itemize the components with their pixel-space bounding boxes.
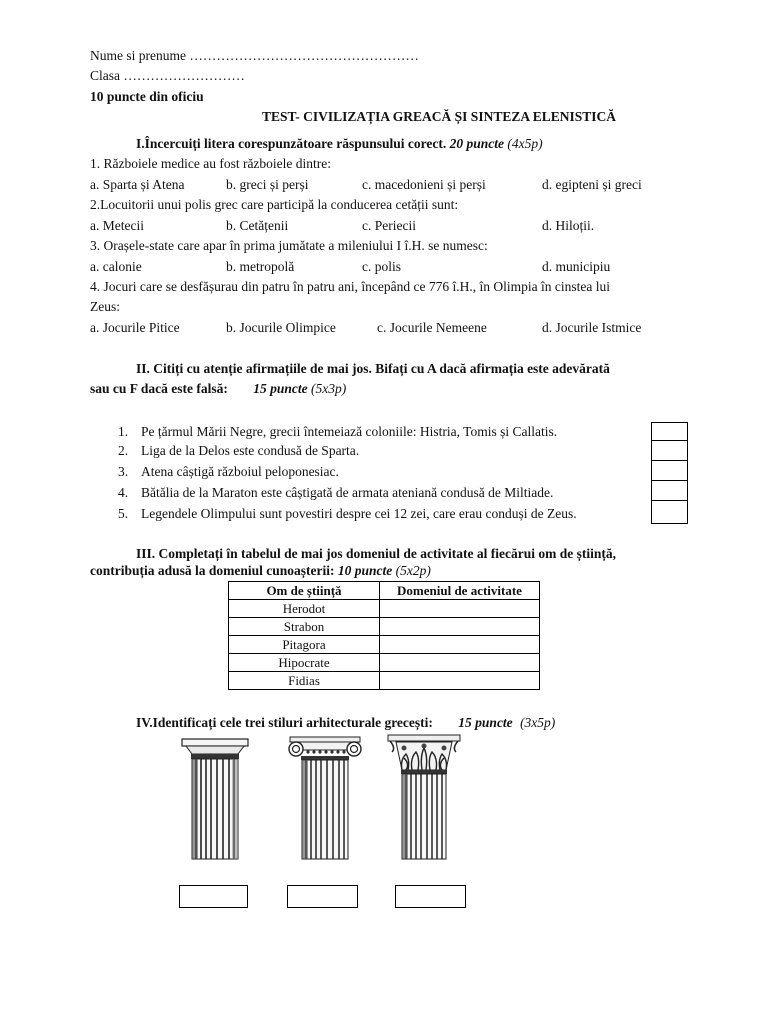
domain-cell[interactable]	[380, 636, 540, 654]
answer-box-2[interactable]	[651, 440, 688, 461]
class-line: Clasa ………………………	[90, 68, 245, 83]
statement-1-num: 1.	[118, 424, 129, 439]
doric-column-image	[180, 738, 250, 860]
domain-cell[interactable]	[380, 600, 540, 618]
q1-option-d: d. egipteni și greci	[542, 177, 642, 192]
section2-title-line1: II. Citiți cu atenție afirmațiile de mai jos. Bifați cu A dacă afirmația este adevărată	[136, 361, 610, 376]
answer-box-1[interactable]	[651, 422, 688, 441]
statement-2: Liga de la Delos este condusă de Sparta.	[141, 443, 360, 458]
header-scientist: Om de știință	[229, 582, 380, 600]
student-name-line: Nume si prenume ……………………………………………	[90, 48, 419, 63]
section2-title-line2: sau cu F dacă este falsă: 15 puncte (5x3p)	[90, 381, 347, 396]
q1-option-b: b. greci și perși	[226, 177, 309, 192]
question-4-continued: Zeus:	[90, 299, 120, 314]
question-1: 1. Războiele medice au fost războiele dintre:	[90, 156, 332, 171]
office-points: 10 puncte din oficiu	[90, 89, 204, 104]
scientist-name: Pitagora	[229, 636, 380, 654]
statement-3-num: 3.	[118, 464, 129, 479]
domain-cell[interactable]	[380, 672, 540, 690]
ionic-column-image	[286, 736, 364, 860]
statement-4-num: 4.	[118, 485, 129, 500]
statement-5-num: 5.	[118, 506, 129, 521]
q4-option-c: c. Jocurile Nemeene	[377, 320, 487, 335]
q4-option-d: d. Jocurile Istmice	[542, 320, 642, 335]
answer-box-5[interactable]	[651, 500, 688, 524]
q2-option-b: b. Cetățenii	[226, 218, 289, 233]
ionic-label-box[interactable]	[287, 885, 358, 908]
corinthian-column-image	[384, 734, 464, 860]
domain-cell[interactable]	[380, 618, 540, 636]
q2-option-a: a. Metecii	[90, 218, 144, 233]
section3-title-line2: contribuția adusă la domeniul cunoașterii: 10 puncte (5x2p)	[90, 563, 431, 578]
q2-option-d: d. Hiloții.	[542, 218, 595, 233]
statement-4: Bătălia de la Maraton este câștigată de armata ateniană condusă de Miltiade.	[141, 485, 554, 500]
scientist-name: Strabon	[229, 618, 380, 636]
scientists-table	[228, 581, 540, 690]
table-row	[229, 654, 540, 672]
scientist-name: Fidias	[229, 672, 380, 690]
table-header-row	[229, 582, 540, 600]
statement-1: Pe țărmul Mării Negre, grecii întemeiază coloniile: Histria, Tomis și Callatis.	[141, 424, 558, 439]
domain-cell[interactable]	[380, 654, 540, 672]
q3-option-b: b. metropolă	[226, 259, 295, 274]
section4-title: IV.Identificați cele trei stiluri arhitecturale grecești: 15 puncte (3x5p)	[136, 715, 556, 730]
q4-option-b: b. Jocurile Olimpice	[226, 320, 336, 335]
section1-title: I.Încercuiți litera corespunzătoare răspunsului corect. 20 puncte (4x5p)	[136, 136, 543, 151]
test-title: TEST- CIVILIZAȚIA GREACĂ ȘI SINTEZA ELENISTICĂ	[261, 109, 616, 124]
answer-box-3[interactable]	[651, 460, 688, 481]
doric-label-box[interactable]	[179, 885, 248, 908]
section3-title-line1: III. Completați în tabelul de mai jos domeniul de activitate al fiecărui om de știință,	[136, 546, 616, 561]
q3-option-c: c. polis	[362, 259, 401, 274]
q1-option-c: c. macedonieni și perși	[362, 177, 486, 192]
answer-box-4[interactable]	[651, 480, 688, 501]
table-row	[229, 672, 540, 690]
q4-option-a: a. Jocurile Pitice	[90, 320, 180, 335]
header-domain: Domeniul de activitate	[380, 582, 540, 600]
q1-option-a: a. Sparta și Atena	[90, 177, 185, 192]
table-row	[229, 618, 540, 636]
scientist-name: Hipocrate	[229, 654, 380, 672]
corinthian-label-box[interactable]	[395, 885, 466, 908]
statement-3: Atena câștigă războiul peloponesiac.	[141, 464, 339, 479]
statement-2-num: 2.	[118, 443, 129, 458]
question-4: 4. Jocuri care se desfășurau din patru în patru ani, începând ce 776 î.H., în Olimpia în cinstea lui	[90, 279, 610, 294]
statement-5: Legendele Olimpului sunt povestiri despre cei 12 zei, care erau conduși de Zeus.	[141, 506, 577, 521]
table-row	[229, 600, 540, 618]
question-2: 2.Locuitorii unui polis grec care participă la conducerea cetății sunt:	[90, 197, 459, 212]
table-row	[229, 636, 540, 654]
q2-option-c: c. Periecii	[362, 218, 416, 233]
q3-option-a: a. calonie	[90, 259, 142, 274]
scientist-name: Herodot	[229, 600, 380, 618]
q3-option-d: d. municipiu	[542, 259, 611, 274]
question-3: 3. Orașele-state care apar în prima jumătate a mileniului I î.H. se numesc:	[90, 238, 488, 253]
